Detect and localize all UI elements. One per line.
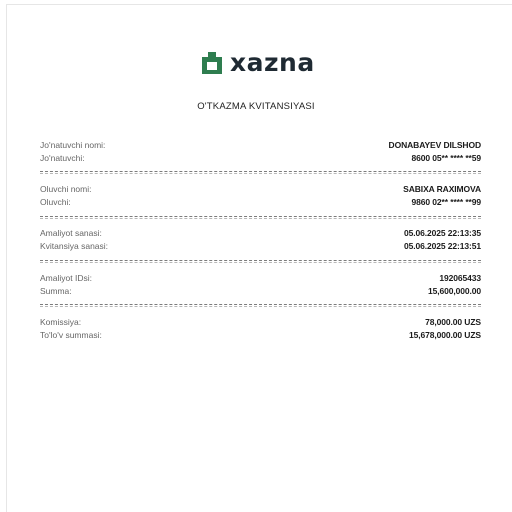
operation-section: [40, 272, 481, 298]
divider: [40, 171, 481, 172]
sum-label: Summa:: [40, 286, 72, 296]
op-date-value: 05.06.2025 22:13:35: [403, 228, 481, 238]
sender-section: [40, 139, 481, 165]
divider: [40, 260, 481, 261]
receiver-card-row: [40, 196, 481, 209]
total-row: [40, 329, 481, 342]
op-id-row: [40, 272, 481, 285]
receipt-title: O'TKAZMA KVITANSIYASI: [197, 101, 315, 112]
receiver-name-value: SABIXA RAXIMOVA: [403, 184, 481, 194]
xazna-logo-icon: [202, 52, 222, 74]
sender-card-value: 8600 05** **** **59: [411, 153, 481, 163]
fee-row: [40, 316, 481, 329]
total-label: To'lo'v summasi:: [40, 330, 102, 340]
receipt-date-row: [40, 240, 481, 253]
receipt-page: [6, 4, 512, 512]
receiver-name-row: [40, 183, 481, 196]
totals-section: [40, 316, 481, 342]
sum-value: 15,600,000.00: [427, 286, 481, 296]
receipt-date-value: 05.06.2025 22:13:51: [403, 241, 481, 251]
divider: [40, 304, 481, 305]
receiver-name-label: Oluvchi nomi:: [40, 184, 92, 194]
divider: [40, 216, 481, 217]
sender-name-row: [40, 139, 481, 152]
op-id-value: 192065433: [439, 273, 481, 283]
op-date-label: Amaliyot sanasi:: [40, 228, 102, 238]
receiver-section: [40, 183, 481, 209]
sender-name-value: DONABAYEV DILSHOD: [388, 140, 481, 150]
receipt-date-label: Kvitansiya sanasi:: [40, 241, 109, 251]
op-date-row: [40, 227, 481, 240]
fee-value: 78,000.00 UZS: [425, 317, 481, 327]
sender-card-row: [40, 152, 481, 165]
total-value: 15,678,000.00 UZS: [408, 330, 481, 340]
receiver-card-label: Oluvchi:: [40, 197, 71, 207]
sender-card-label: Jo'natuvchi:: [40, 153, 85, 163]
brand-name: xazna: [230, 48, 315, 77]
op-id-label: Amaliyot IDsi:: [40, 273, 92, 283]
receiver-card-value: 9860 02** **** **99: [411, 197, 481, 207]
dates-section: [40, 227, 481, 253]
fee-label: Komissiya:: [40, 317, 82, 327]
sum-row: [40, 285, 481, 298]
brand-logo: [202, 50, 315, 76]
sender-name-label: Jo'natuvchi nomi:: [40, 140, 106, 150]
